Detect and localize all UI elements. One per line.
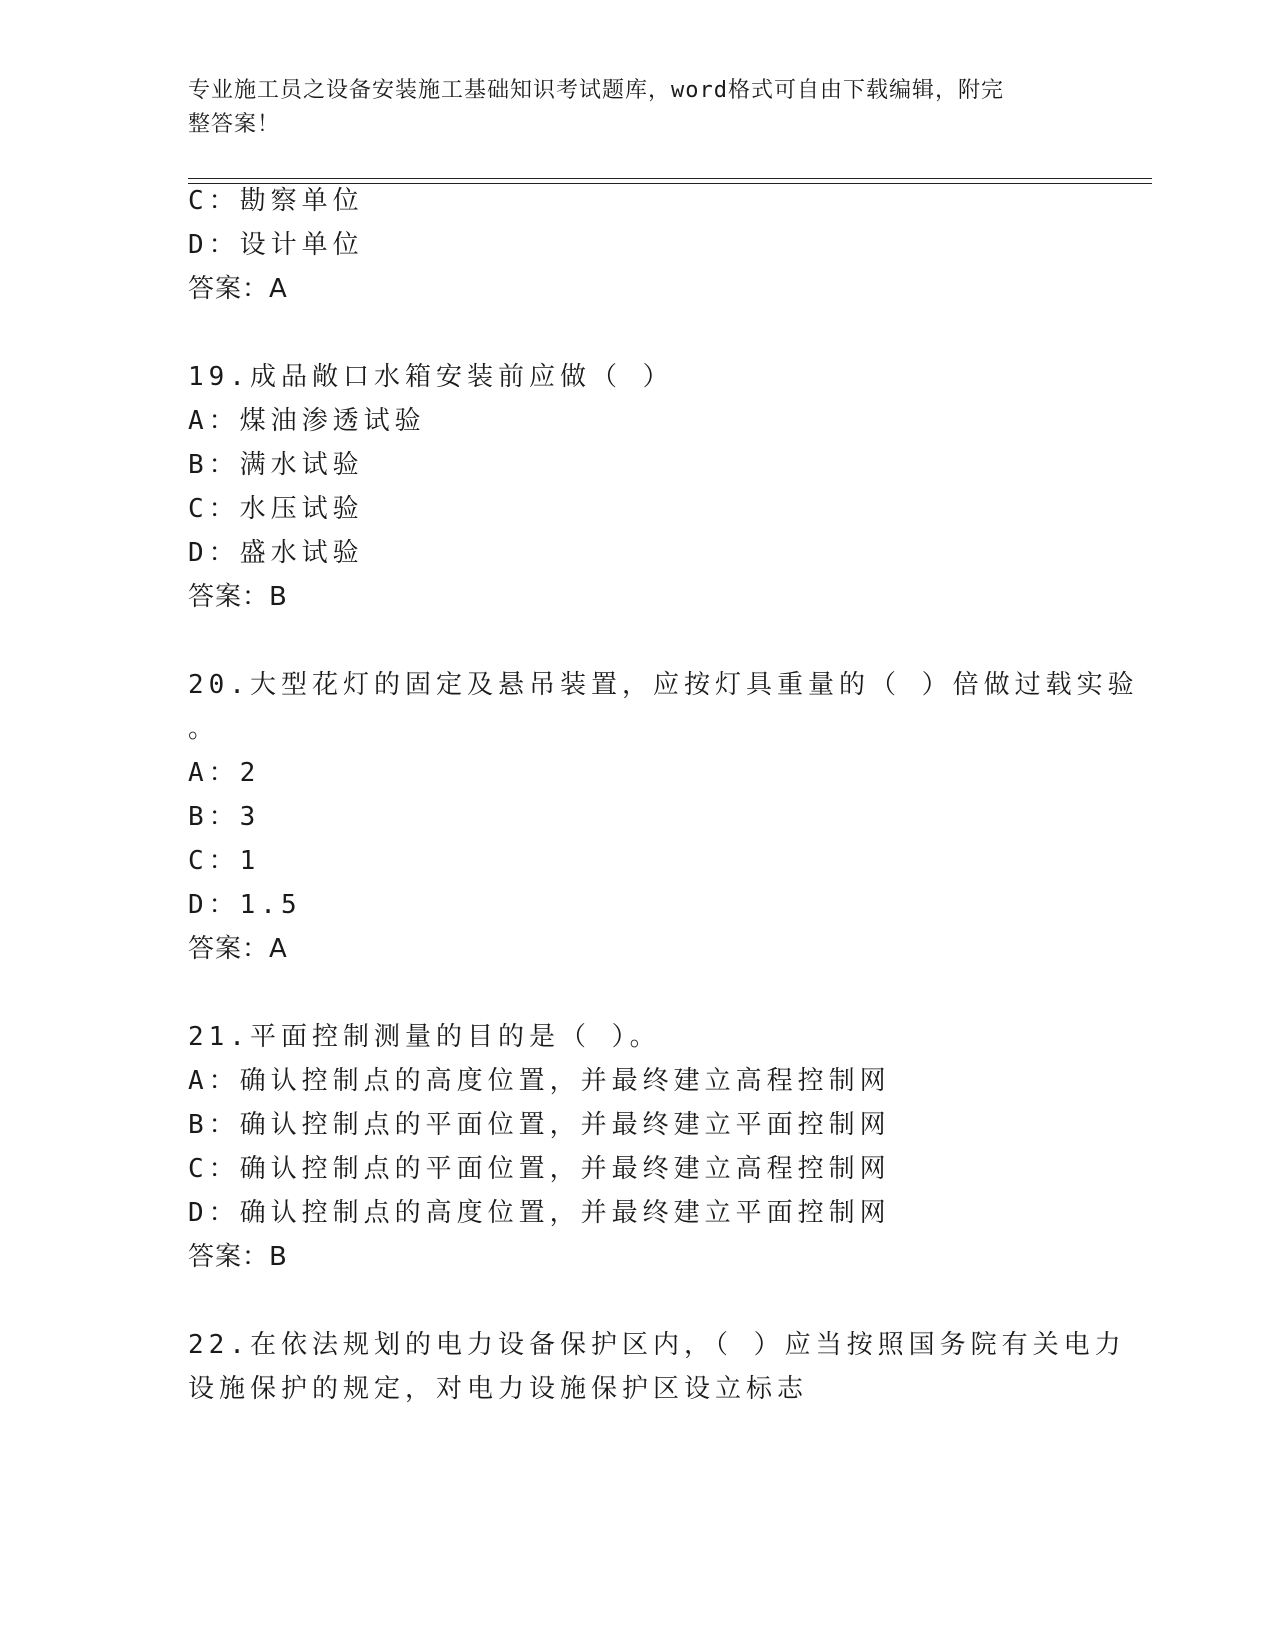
q20-question-line-1: 20.大型花灯的固定及悬吊装置，应按灯具重量的（ ）倍做过载实验 [188,670,1139,700]
q20-option-d: D：1.5 [188,890,302,920]
q21-option-a: A：确认控制点的高度位置，并最终建立高程控制网 [188,1066,891,1096]
q20-option-c: C：1 [188,846,261,876]
q19-option-b: B：满水试验 [188,450,364,480]
header-title-line-1: 专业施工员之设备安装施工基础知识考试题库，word格式可自由下载编辑，附完 [188,78,1004,103]
q18-option-d: D：设计单位 [188,230,364,260]
q19-option-d: D：盛水试验 [188,538,364,568]
q21-question: 21.平面控制测量的目的是（ ）。 [188,1022,661,1052]
header-divider-bottom [188,183,1152,184]
q21-option-d: D：确认控制点的高度位置，并最终建立平面控制网 [188,1198,891,1228]
q22-question-line-2: 设施保护的规定，对电力设施保护区设立标志 [188,1374,809,1404]
q20-question-line-2: 。 [188,714,220,744]
q18-option-c: C：勘察单位 [188,186,364,216]
q22-question-line-1: 22.在依法规划的电力设备保护区内，（ ）应当按照国务院有关电力 [188,1330,1126,1360]
q20-answer: 答案：A [188,934,288,964]
q18-answer: 答案：A [188,274,288,304]
q19-option-a: A：煤油渗透试验 [188,406,426,436]
q20-option-b: B：3 [188,802,261,832]
q20-option-a: A：2 [188,758,261,788]
q21-option-b: B：确认控制点的平面位置，并最终建立平面控制网 [188,1110,891,1140]
q19-answer: 答案：B [188,582,288,612]
document-header [188,74,1068,142]
q19-question: 19.成品敞口水箱安装前应做（ ） [188,362,674,392]
q19-option-c: C：水压试验 [188,494,364,524]
header-divider-top [188,178,1152,179]
q21-answer: 答案：B [188,1242,288,1272]
q21-option-c: C：确认控制点的平面位置，并最终建立高程控制网 [188,1154,891,1184]
header-title-line-2: 整答案！ [188,112,281,137]
